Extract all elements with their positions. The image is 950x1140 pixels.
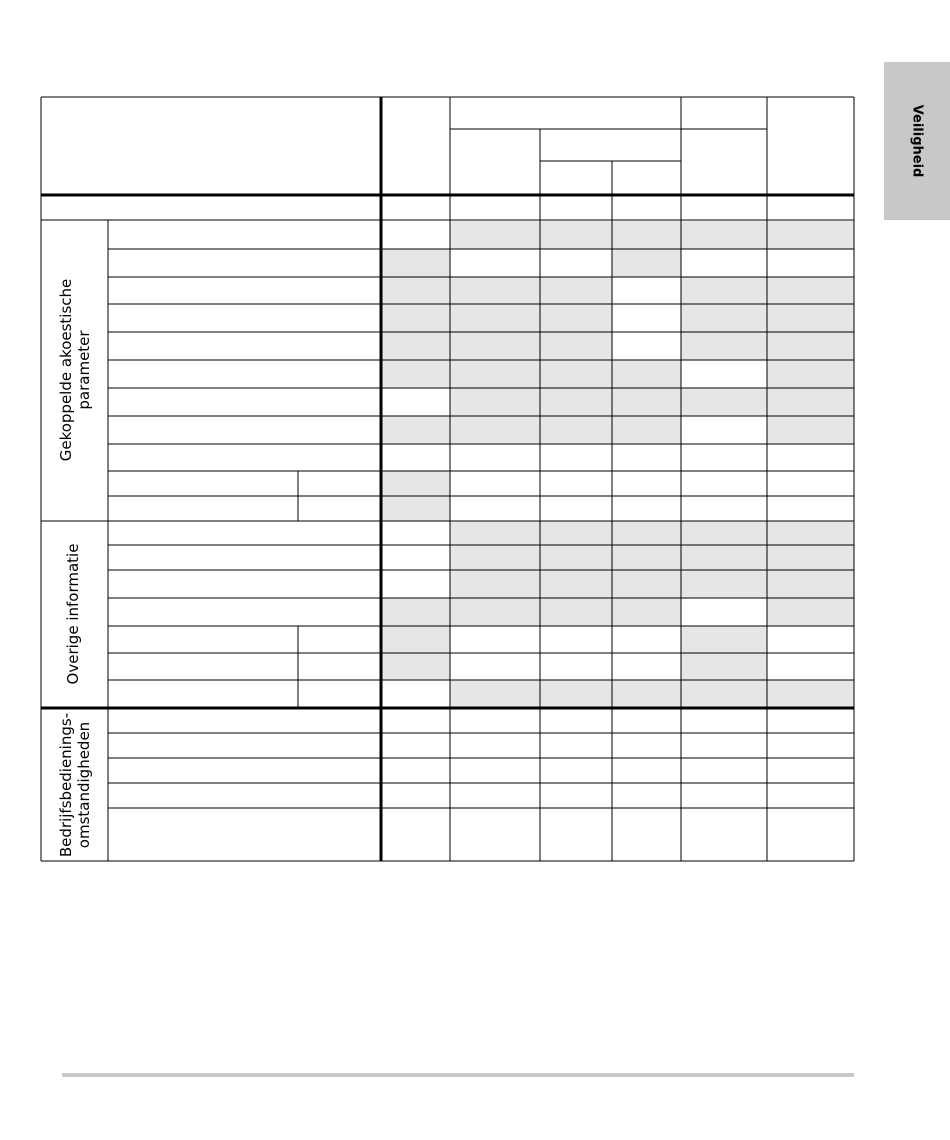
shaded-cell [450,570,540,598]
shaded-cell [450,304,540,332]
shaded-cell [681,388,767,416]
shaded-cell [381,304,450,332]
shaded-cell [450,521,540,545]
shaded-cell [767,680,854,708]
section-label-coupled-acoustic [57,279,93,462]
shaded-cell [450,545,540,570]
shaded-cell [612,388,681,416]
shaded-cell [450,360,540,388]
shaded-cell [450,332,540,360]
section-label-other-info [64,544,82,685]
shaded-cell [681,570,767,598]
section-label-operating-conditions [57,713,93,857]
section-label-coupled-acoustic-line-1: Gekoppelde akoestische [57,278,75,462]
shaded-cell [767,332,854,360]
shaded-cell [450,388,540,416]
shaded-cell [381,277,450,304]
shaded-cell [612,221,681,249]
shaded-cell [767,360,854,388]
shaded-cell [681,277,767,304]
shaded-cell [681,545,767,570]
section-label-coupled-acoustic-line-2: parameter [75,330,93,410]
shaded-cell [540,388,612,416]
shaded-cell [540,332,612,360]
shaded-cell [540,360,612,388]
shaded-cell [540,545,612,570]
section-label-operating-conditions-line-1: Bedrijfsbedienings- [57,712,75,858]
shaded-cell [540,598,612,626]
shaded-cell [767,521,854,545]
shaded-cell [381,598,450,626]
shaded-cell [381,416,450,444]
footer-rule [62,1073,854,1077]
shaded-cell [540,680,612,708]
section-label-other-info-line-1: Overige informatie [64,543,82,685]
shaded-cell [767,416,854,444]
shaded-cell [540,304,612,332]
shaded-cell [681,221,767,249]
shaded-cell [450,277,540,304]
side-tab-label: Veiligheid [909,104,925,178]
section-label-operating-conditions-line-2: omstandigheden [75,721,93,849]
shaded-cell [612,416,681,444]
shaded-cell [540,570,612,598]
shaded-cell [612,360,681,388]
shaded-cell [767,545,854,570]
shaded-cell [381,360,450,388]
shaded-cell [381,471,450,496]
shaded-cell [450,221,540,249]
shaded-cell [612,249,681,277]
shaded-cell [767,598,854,626]
shaded-cell [767,304,854,332]
shaded-cell [381,332,450,360]
shaded-cell [681,626,767,653]
shaded-cell [450,598,540,626]
shaded-cell [612,680,681,708]
shaded-cell [767,221,854,249]
shaded-cell [612,521,681,545]
shaded-cell [681,521,767,545]
shaded-cell [612,570,681,598]
shaded-cell [681,653,767,680]
shaded-cell [612,598,681,626]
shaded-cell [381,653,450,680]
shaded-cell [540,221,612,249]
shaded-cell [381,249,450,277]
shaded-cell [450,416,540,444]
shaded-cell [540,277,612,304]
shaded-cell [450,680,540,708]
shaded-cell [612,545,681,570]
shaded-cell [767,570,854,598]
shaded-cell [540,521,612,545]
shaded-cell [767,388,854,416]
shaded-cell [540,416,612,444]
shaded-cell [381,496,450,521]
shaded-cell [767,277,854,304]
shaded-cell [381,626,450,653]
shaded-cell [681,304,767,332]
shaded-cell [681,680,767,708]
shaded-cell [681,332,767,360]
